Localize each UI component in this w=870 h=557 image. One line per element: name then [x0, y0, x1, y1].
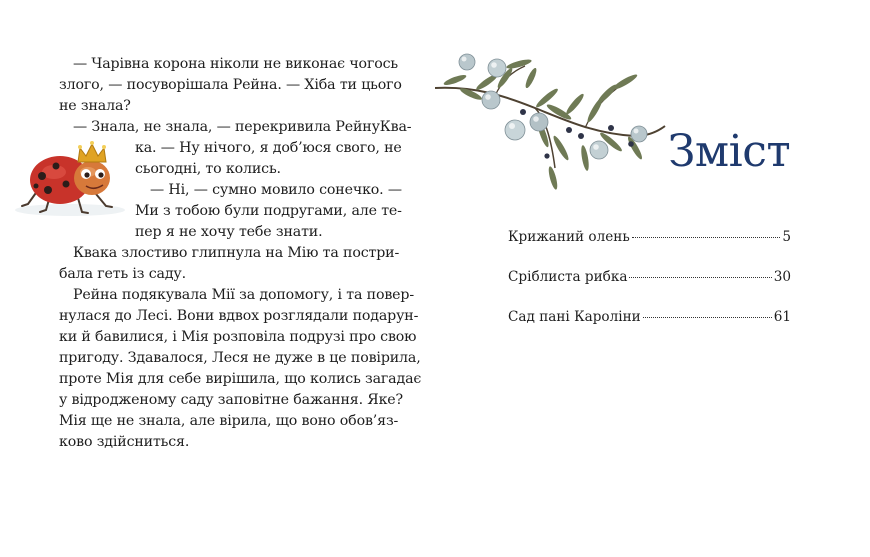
toc-entry-name: Крижаний олень: [508, 229, 630, 245]
toc-entry[interactable]: [508, 228, 791, 246]
branch-with-bells-illustration: [435, 38, 675, 203]
toc-leader-dots: [632, 237, 781, 238]
toc-leader-dots: [643, 317, 772, 318]
story-line: — Ні, — сумно мовило сонечко. —: [150, 182, 402, 198]
toc-entry-name: Сріблиста рибка: [508, 269, 628, 285]
story-line: проте Мія для себе вирішила, що колись загадає: [59, 371, 422, 387]
story-line: у відродженому саду заповітне бажання. Яке?: [59, 392, 404, 408]
toc-leader-dots: [629, 277, 771, 278]
right-page: [435, 0, 870, 557]
story-line: Ми з тобою були подругами, але те-: [135, 203, 402, 219]
toc-title: Зміст: [668, 126, 791, 177]
story-line: Мія ще не знала, але вірила, що воно обов’яз-: [59, 413, 399, 429]
story-line: Квака злостиво глипнула на Мію та постри-: [73, 245, 400, 261]
story-line: сьогодні, то колись.: [135, 161, 281, 177]
story-line: ка. — Ну нічого, я доб’юся свого, не: [135, 140, 402, 156]
toc-entry[interactable]: [508, 268, 791, 286]
story-line: не знала?: [59, 98, 131, 114]
story-line: злого, — посуворішала Рейна. — Хіба ти цього: [59, 77, 402, 93]
toc-entry-page: 61: [773, 309, 791, 325]
story-line: нулася до Лесі. Вони вдвох розглядали подарун-: [59, 308, 419, 324]
story-line: — Знала, не знала, — перекривила РейнуКва-: [73, 119, 412, 135]
story-line: пер я не хочу тебе знати.: [135, 224, 323, 240]
toc-entry[interactable]: [508, 308, 791, 326]
story-line: ки й бавилися, і Мія розповіла подрузі про свою: [59, 329, 417, 345]
story-line: бала геть із саду.: [59, 266, 186, 282]
toc-entry-page: 30: [773, 269, 791, 285]
toc-entry-name: Сад пані Кароліни: [508, 309, 641, 325]
story-line: пригоду. Здавалося, Леся не дуже в це повірила,: [59, 350, 421, 366]
story-line: ково здійсниться.: [59, 434, 190, 450]
toc-entry-page: 5: [782, 229, 791, 245]
story-line: — Чарівна корона ніколи не виконає чогось: [73, 56, 398, 72]
story-line: Рейна подякувала Мії за допомогу, і та повер-: [73, 287, 414, 303]
ladybug-illustration: [8, 128, 134, 220]
